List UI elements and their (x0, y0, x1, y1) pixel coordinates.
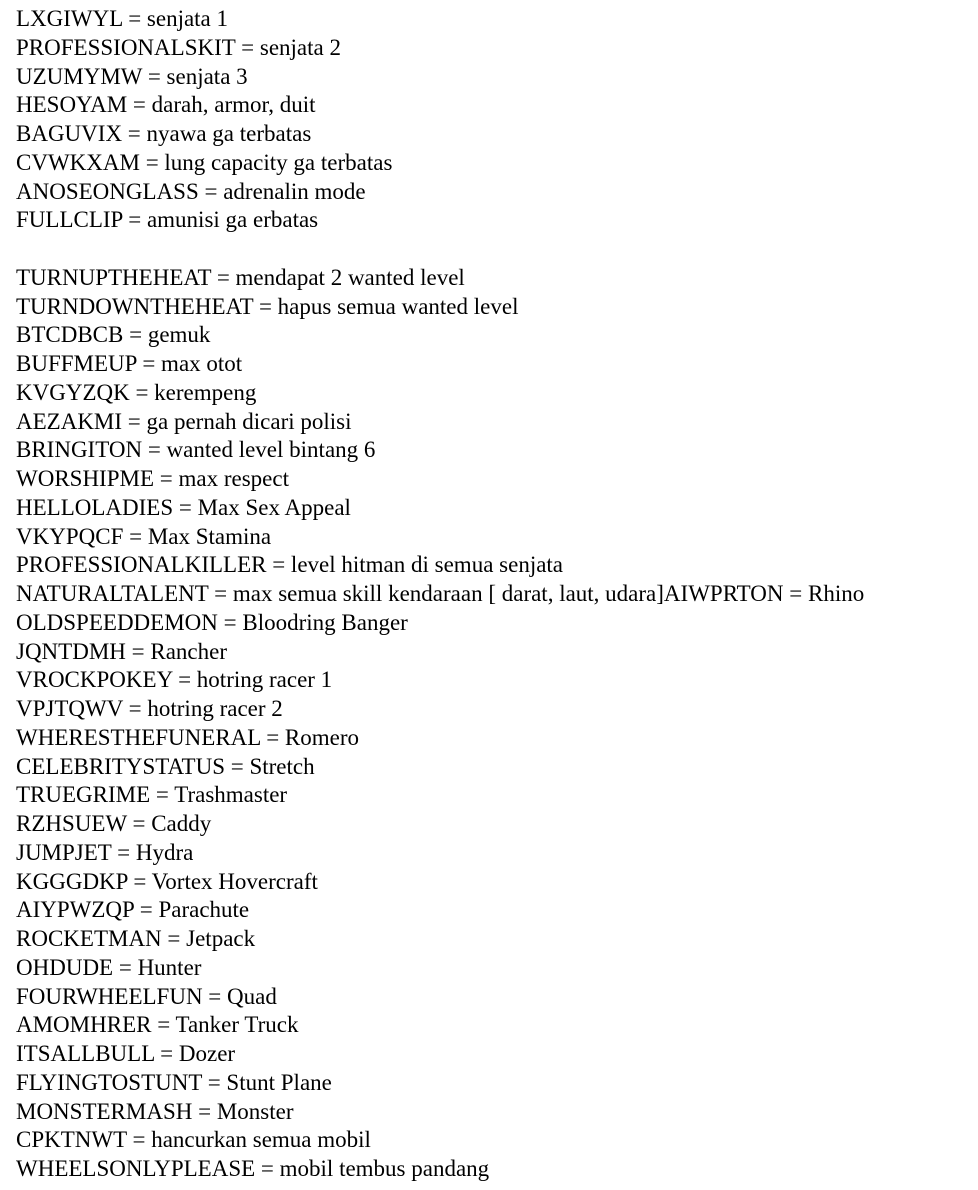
text-line: KVGYZQK = kerempeng (16, 379, 257, 405)
text-line: ROCKETMAN = Jetpack (16, 926, 256, 951)
text-line: VROCKPOKEY = hotring racer 1 (16, 667, 333, 693)
text-line: VPJTQWV = hotring racer 2 (16, 696, 283, 721)
text-line: PROFESSIONALKILLER = level hitman di semua senjata (16, 552, 564, 578)
player-vehicle-section (16, 264, 966, 1184)
text-line: OLDSPEEDDEMON = Bloodring Banger (16, 609, 408, 635)
text-line: AMOMHRER = Tanker Truck (16, 1012, 299, 1038)
text-line: WHEELSONLYPLEASE = mobil tembus pandang (16, 1156, 490, 1181)
text-line: WHERESTHEFUNERAL = Romero (16, 724, 360, 750)
text-line: AIYPWZQP = Parachute (16, 897, 250, 923)
text-line: AEZAKMI = ga pernah dicari polisi (16, 408, 352, 434)
text-line: VKYPQCF = Max Stamina (16, 523, 272, 549)
text-line: ITSALLBULL = Dozer (16, 1041, 236, 1066)
text-line: TRUEGRIME = Trashmaster (16, 782, 288, 808)
text-line: TURNUPTHEHEAT = mendapat 2 wanted level (16, 264, 465, 290)
blank-line (16, 235, 966, 264)
text-line: FULLCLIP = amunisi ga erbatas (16, 207, 319, 233)
text-line: WORSHIPME = max respect (16, 466, 289, 491)
text-line: PROFESSIONALSKIT = senjata 2 (16, 34, 341, 60)
text-line: RZHSUEW = Caddy (16, 811, 212, 836)
text-line: UZUMYMW = senjata 3 (16, 63, 248, 89)
cheat-code-document (16, 5, 966, 1184)
text-line: TURNDOWNTHEHEAT = hapus semua wanted level (16, 293, 519, 319)
text-line: BTCDBCB = gemuk (16, 322, 211, 348)
text-line: BRINGITON = wanted level bintang 6 (16, 437, 376, 463)
text-line: BAGUVIX = nyawa ga terbatas (16, 121, 312, 146)
text-line: FLYINGTOSTUNT = Stunt Plane (16, 1069, 332, 1095)
text-line: OHDUDE = Hunter (16, 954, 202, 980)
weapon-health-section (16, 5, 966, 235)
text-line: CPKTNWT = hancurkan semua mobil (16, 1127, 371, 1153)
text-line: JQNTDMH = Rancher (16, 638, 227, 664)
text-line: JUMPJET = Hydra (16, 839, 194, 865)
text-line: CVWKXAM = lung capacity ga terbatas (16, 149, 393, 175)
text-line: FOURWHEELFUN = Quad (16, 983, 277, 1009)
text-line: HELLOLADIES = Max Sex Appeal (16, 494, 351, 520)
text-line: NATURALTALENT = max semua skill kendaraan [ darat, laut, udara]AIWPRTON = Rhino (16, 581, 865, 606)
text-line: KGGGDKP = Vortex Hovercraft (16, 868, 318, 894)
text-line: CELEBRITYSTATUS = Stretch (16, 753, 315, 779)
text-line: ANOSEONGLASS = adrenalin mode (16, 178, 366, 204)
text-line: MONSTERMASH = Monster (16, 1098, 294, 1124)
text-line: BUFFMEUP = max otot (16, 351, 243, 376)
text-line: HESOYAM = darah, armor, duit (16, 92, 316, 118)
text-line: LXGIWYL = senjata 1 (16, 6, 229, 31)
